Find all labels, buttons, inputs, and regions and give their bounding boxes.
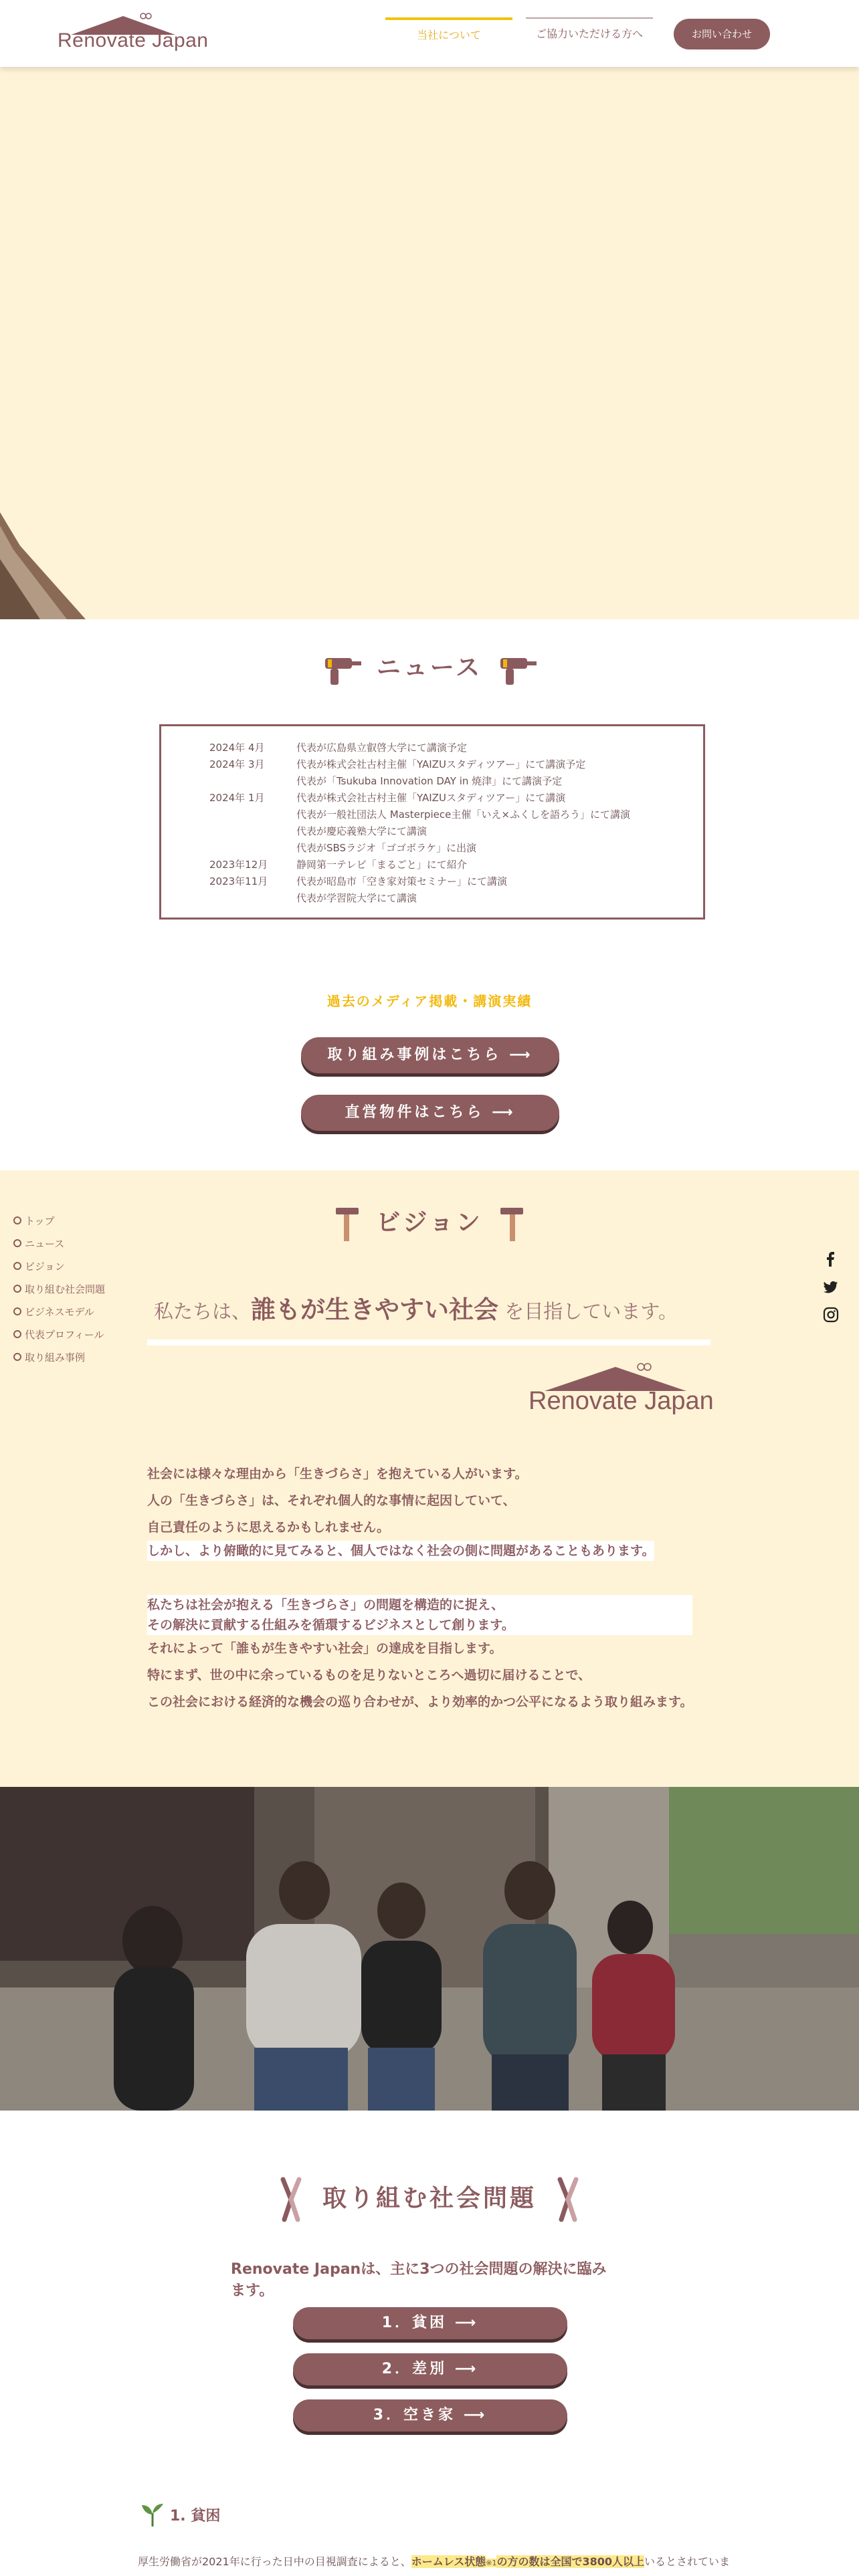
news-date: 2024年 1月 [209, 792, 265, 804]
circle-icon [13, 1353, 21, 1361]
vision-title: ビジョン [376, 1209, 483, 1237]
hammer-icon [494, 1204, 527, 1244]
paragraph-line [147, 1541, 654, 1561]
paragraph-line: 社会には様々な理由から「生きづらさ」を抱えている人がいます。 [147, 1467, 528, 1481]
vision-lead-post: を目指しています。 [504, 1300, 678, 1323]
paragraph-line: 特にまず、世の中に余っているものを足りないところへ過切に届けることで、 [147, 1668, 591, 1683]
side-nav-label: 取り組む社会問題 [25, 1283, 106, 1295]
contact-button[interactable]: お問い合わせ [674, 19, 770, 49]
paragraph-line: 自己責任のように思えるかもしれません。 [147, 1520, 390, 1535]
news-heading [0, 649, 859, 689]
news-text: 静岡第一テレビ「まるごと」にて紹介 [296, 859, 467, 871]
news-item [209, 756, 703, 773]
team-photo-image [0, 1787, 859, 2111]
issues-heading [0, 2175, 859, 2224]
side-nav-label: トップ [25, 1214, 55, 1227]
vision-lead-emphasis: 誰もが生きやすい社会 [251, 1295, 499, 1324]
vision-lead-pre: 私たちは、 [154, 1300, 252, 1323]
news-date: 2024年 4月 [209, 742, 265, 754]
issue-button-label: 2．差別 [381, 2361, 448, 2377]
arrow-right-icon: ⟶ [447, 2315, 479, 2331]
news-text: 代表が一般社団法人 Masterpiece主催「いえ×ふくしを語ろう」にて講演 [296, 809, 630, 821]
circle-icon [13, 1330, 21, 1338]
facebook-icon[interactable] [822, 1251, 840, 1268]
poverty-heading [140, 2501, 220, 2528]
news-item [209, 807, 703, 823]
news-date: 2024年 3月 [209, 758, 265, 770]
pliers-icon [271, 2175, 311, 2224]
news-date: 2023年11月 [209, 875, 268, 887]
issue-button-vacant-houses[interactable] [293, 2399, 567, 2432]
drill-icon [318, 649, 365, 689]
issues-title: 取り組む社会問題 [322, 2185, 537, 2212]
news-item [209, 790, 703, 807]
news-item [209, 890, 703, 907]
paragraph-line [147, 1595, 692, 1615]
side-nav-business[interactable] [13, 1300, 105, 1323]
news-title: ニュース [376, 654, 483, 681]
properties-button[interactable] [301, 1095, 559, 1131]
news-date: 2023年12月 [209, 859, 268, 871]
nav-support[interactable]: ご協力いただける方へ [526, 17, 653, 48]
logo-text: Renovate Japan [58, 29, 209, 51]
paragraph-line: それによって「誰もが生きやすい社会」の達成を目指します。 [147, 1641, 502, 1656]
nav-about[interactable]: 当社について [385, 17, 512, 48]
arrow-right-icon: ⟶ [456, 2407, 488, 2424]
vision-lead [154, 1289, 709, 1325]
news-item [209, 823, 703, 840]
circle-icon [13, 1262, 21, 1270]
circle-icon [13, 1285, 21, 1293]
paragraph-line: 人の「生きづらさ」は、それぞれ個人的な事情に起因していて、 [147, 1493, 516, 1508]
poverty-text-post: いるとされていま [644, 2555, 731, 2568]
hero-banner [0, 67, 859, 619]
news-text: 代表がSBSラジオ「ゴゴボラケ」に出演 [296, 842, 477, 854]
issue-button-label: 1．貧困 [381, 2315, 448, 2331]
side-nav-label: ビジョン [25, 1260, 65, 1273]
circle-icon [13, 1307, 21, 1315]
cases-button[interactable] [301, 1037, 559, 1073]
news-item [209, 740, 703, 756]
poverty-highlight: ホームレス状態 [411, 2555, 486, 2568]
news-list [159, 724, 705, 920]
poverty-text [138, 2553, 730, 2569]
hammer-icon [332, 1204, 365, 1244]
side-nav-label: 代表プロフィール [25, 1328, 104, 1341]
news-text: 代表が株式会社古村主催「YAIZUスタディツアー」にて講演 [296, 792, 566, 804]
arrow-right-icon: ⟶ [509, 1047, 533, 1063]
side-nav-vision[interactable] [13, 1255, 105, 1277]
news-text: 代表が昭島市「空き家対策セミナー」にて講演 [296, 875, 508, 887]
paragraph-line: この社会における経済的な機会の巡り合わせが、より効率的かつ公平になるよう取り組みます。 [147, 1695, 693, 1709]
drill-icon [494, 649, 541, 689]
issues-intro: Renovate Japanは、主に3つの社会問題の解決に臨みます。 [231, 2261, 607, 2299]
poverty-highlight-2: の方の数は全国で3800人以上 [496, 2555, 645, 2568]
news-date [209, 807, 296, 823]
arrow-right-icon: ⟶ [492, 1104, 516, 1121]
site-header [0, 0, 859, 67]
issue-button-poverty[interactable] [293, 2307, 567, 2339]
cases-button-label: 取り組み事例はこちら [327, 1047, 502, 1063]
news-date [209, 840, 296, 857]
twitter-icon[interactable] [822, 1279, 840, 1296]
poverty-text-pre: 厚生労働省が2021年に行った日中の目視調査によると、 [138, 2555, 411, 2568]
news-item [209, 773, 703, 790]
news-date [209, 823, 296, 840]
poverty-title: 1. 貧困 [170, 2507, 221, 2525]
vision-logo-text: Renovate Japan [529, 1387, 714, 1415]
highlighted-text: 私たちは社会が抱える「生きづらさ」の問題を構造的に捉え、 [147, 1595, 692, 1615]
side-nav-label: ニュース [25, 1237, 65, 1250]
sprout-icon [140, 2501, 165, 2528]
footnote-marker[interactable]: ※1 [486, 2559, 497, 2567]
side-nav-profile[interactable] [13, 1323, 105, 1346]
pliers-icon [548, 2175, 588, 2224]
hero-roof-image [0, 486, 94, 619]
news-date [209, 890, 296, 907]
side-nav-cases[interactable] [13, 1346, 105, 1368]
site-logo[interactable] [58, 12, 209, 52]
news-item [209, 840, 703, 857]
arrow-right-icon: ⟶ [447, 2361, 479, 2377]
highlighted-text: しかし、より俯瞰的に見てみると、個人ではなく社会の側に問題があることもあります。 [147, 1541, 654, 1561]
news-date [209, 773, 296, 790]
news-item [209, 873, 703, 890]
issue-button-discrimination[interactable] [293, 2353, 567, 2385]
vision-paragraph-2 [147, 1595, 692, 1715]
team-photo [0, 1787, 859, 2111]
properties-button-label: 直営物件はこちら [345, 1104, 484, 1121]
vision-heading [0, 1204, 859, 1244]
news-text: 代表が慶応義塾大学にて講演 [296, 825, 427, 837]
paragraph-line [147, 1615, 692, 1635]
vision-paragraph-1 [147, 1461, 654, 1561]
highlighted-text: その解決に貢献する仕組みを循環するビジネスとして創ります。 [147, 1615, 692, 1635]
side-nav-label: 取り組み事例 [25, 1351, 86, 1364]
issue-button-label: 3．空き家 [373, 2407, 456, 2424]
vision-logo [529, 1362, 714, 1415]
divider [147, 1339, 710, 1346]
instagram-icon[interactable] [822, 1306, 840, 1323]
news-text: 代表が学習院大学にて講演 [296, 892, 417, 904]
side-nav-issues[interactable] [13, 1277, 105, 1300]
media-title: 過去のメディア掲載・講演実績 [326, 993, 533, 1009]
side-nav-label: ビジネスモデル [25, 1305, 94, 1318]
news-item [209, 857, 703, 873]
news-text: 代表が株式会社古村主催「YAIZUスタディツアー」にて講演予定 [296, 758, 586, 770]
news-text: 代表が「Tsukuba Innovation DAY in 焼津」にて講演予定 [296, 775, 563, 787]
news-text: 代表が広島県立叡啓大学にて講演予定 [296, 742, 468, 754]
